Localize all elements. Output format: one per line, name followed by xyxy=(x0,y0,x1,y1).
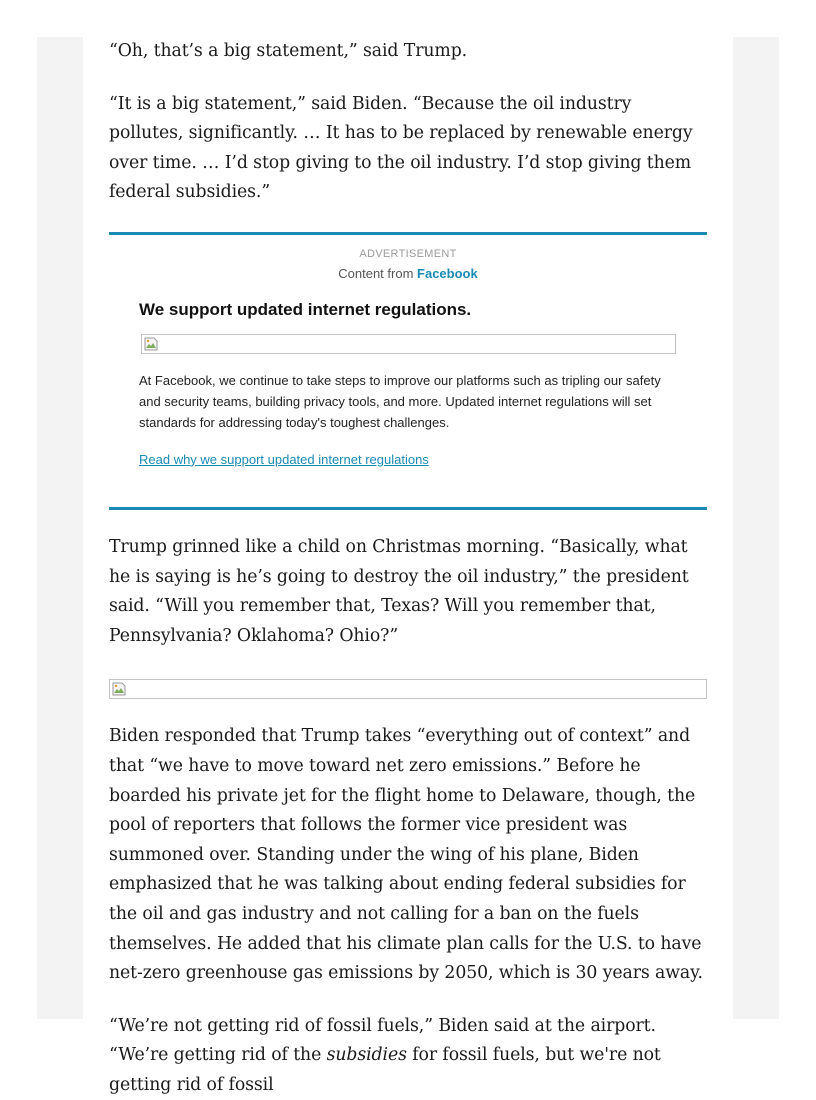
left-side-rail xyxy=(37,37,83,1019)
paragraph-5-text-start: “We’re not getting rid of fossil fuels,” Biden said at the airport. “We’re getting rid of the xyxy=(109,1015,656,1066)
article-paragraph-4: Biden responded that Trump takes “everything out of context” and that “we have to move toward net zero emissions.” Before he boarded his private jet for the flight home to Delaware, though, the pool of reporters that follows the former vice president was summoned over. Standing under the wing of his plane, Biden emphasized that he was talking about ending federal subsidies for the oil and gas industry and not calling for a ban on the fuels themselves. He added that his climate plan calls for the U.S. to have net-zero greenhouse gas emissions by 2050, which is 30 years away. xyxy=(109,726,703,984)
sponsored-ad-block xyxy=(109,232,707,510)
article-inline-image xyxy=(109,679,707,699)
ad-headline: We support updated internet regulations. xyxy=(139,299,472,319)
broken-image-icon xyxy=(111,681,127,697)
paragraph-5-emphasis: subsidies xyxy=(326,1045,407,1066)
article-paragraph-3: Trump grinned like a child on Christmas morning. “Basically, what he is saying is he’s going to destroy the oil industry,” the president said. “Will you remember that, Texas? Will you remember that, Pennsylvania? Oklahoma? Ohio?” xyxy=(109,536,689,646)
right-side-rail xyxy=(733,37,779,1019)
ad-read-more-link[interactable]: Read why we support updated internet regulations xyxy=(139,451,429,467)
ad-source-line xyxy=(109,266,707,281)
article-body xyxy=(109,37,707,1100)
paragraph-5-text-end: for fossil fuels, but we're not getting rid of fossil xyxy=(109,1045,661,1095)
ad-label: ADVERTISEMENT xyxy=(359,247,457,260)
ad-source-brand: Facebook xyxy=(417,265,478,281)
broken-image-icon xyxy=(143,336,159,352)
article-paragraph-2: “It is a big statement,” said Biden. “Because the oil industry pollutes, significantly. … It has to be replaced by renewable energy over time. … I’d stop giving to the oil industry. I’d stop giving them federal subsidies.” xyxy=(109,93,693,203)
ad-image xyxy=(141,334,676,354)
article-paragraph-1: “Oh, that’s a big statement,” said Trump. xyxy=(109,41,468,61)
ad-body-text: At Facebook, we continue to take steps to improve our platforms such as tripling our safety and security teams, building privacy tools, and more. Updated internet regulations will set standards for addressing today's toughest challenges. xyxy=(139,372,661,430)
ad-source-prefix: Content from xyxy=(338,265,418,281)
